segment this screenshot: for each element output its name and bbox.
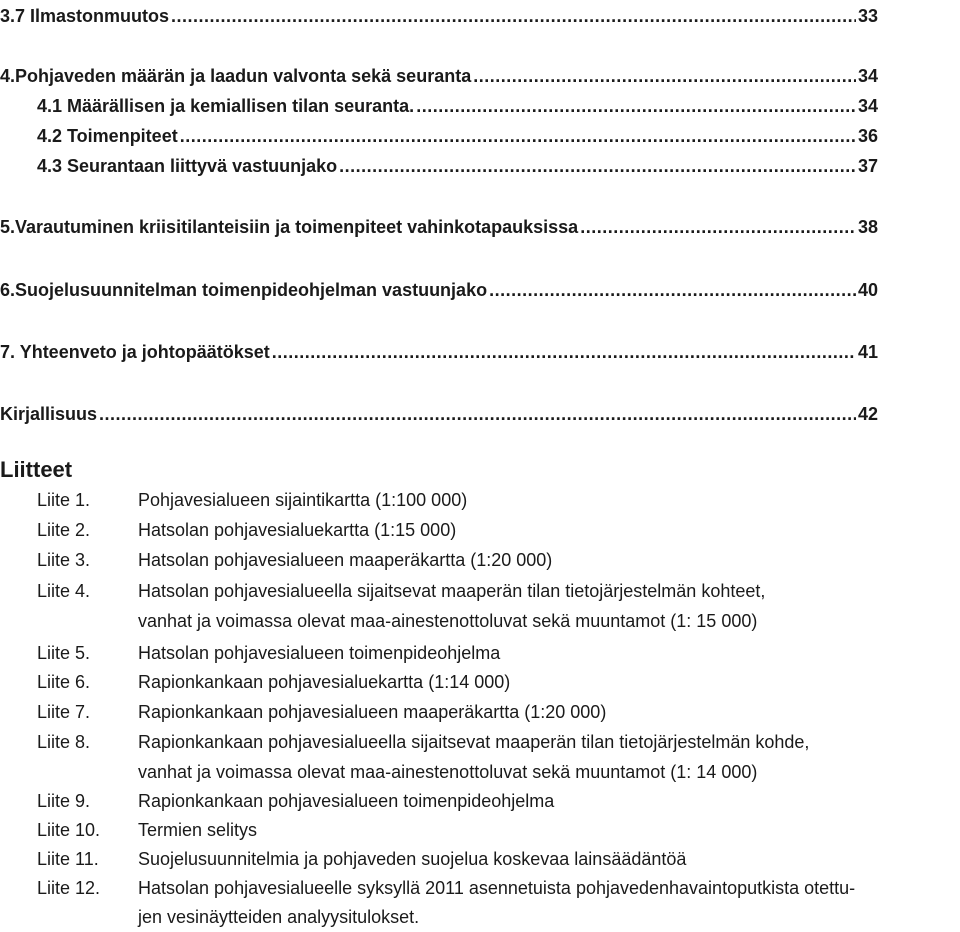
toc-entry-page: 42	[857, 404, 878, 424]
toc-leader-dots	[180, 125, 856, 147]
appendix-title: Hatsolan pohjavesialuekartta (1:15 000)	[138, 520, 457, 540]
toc-entry-page: 34	[857, 96, 878, 116]
appendix-title: Rapionkankaan pohjavesialueen maaperäkartta (1:20 000)	[138, 702, 607, 722]
toc-entry-title: 4.Pohjaveden määrän ja laadun valvonta sekä seuranta	[0, 66, 472, 86]
toc-entry[interactable]	[37, 121, 878, 147]
toc-entry-page: 40	[857, 280, 878, 300]
appendix-title: Hatsolan pohjavesialueen maaperäkartta (1:20 000)	[138, 550, 553, 570]
appendix-title: Rapionkankaan pohjavesialuekartta (1:14 000)	[138, 672, 511, 692]
toc-entry[interactable]	[0, 1, 878, 27]
appendix-number: Liite 10.	[37, 820, 101, 840]
appendix-title: Hatsolan pohjavesialueen toimenpideohjelma	[138, 643, 501, 663]
toc-entry-page: 38	[857, 217, 878, 237]
toc-entry-title: 4.1 Määrällisen ja kemiallisen tilan seuranta.	[37, 96, 415, 116]
toc-entry[interactable]	[0, 337, 878, 363]
toc-entry[interactable]	[0, 212, 878, 238]
toc-entry-title: Kirjallisuus	[0, 404, 98, 424]
appendix-number: Liite 5.	[37, 643, 91, 663]
appendix-title: Rapionkankaan pohjavesialueella sijaitsevat maaperän tilan tietojärjestelmän kohde,	[138, 732, 810, 752]
toc-entry-title: 7. Yhteenveto ja johtopäätökset	[0, 342, 270, 362]
toc-leader-dots	[416, 95, 856, 117]
appendix-number: Liite 4.	[37, 581, 91, 601]
toc-entry[interactable]	[37, 91, 878, 117]
toc-entry-page: 41	[857, 342, 878, 362]
toc-leader-dots	[473, 65, 856, 87]
appendix-title: Hatsolan pohjavesialueelle syksyllä 2011 asennetuista pohjavedenhavaintoputkista otettu-	[138, 878, 856, 898]
toc-entry-title: 5.Varautuminen kriisitilanteisiin ja toimenpiteet vahinkotapauksissa	[0, 217, 579, 237]
toc-leader-dots	[489, 279, 856, 301]
appendix-title: Rapionkankaan pohjavesialueen toimenpideohjelma	[138, 791, 555, 811]
toc-entry-page: 36	[857, 126, 878, 146]
toc-leader-dots	[171, 5, 856, 27]
appendix-title: Pohjavesialueen sijaintikartta (1:100 000)	[138, 490, 468, 510]
toc-entry[interactable]	[0, 61, 878, 87]
toc-leader-dots	[99, 403, 856, 425]
toc-entry-title: 4.2 Toimenpiteet	[37, 126, 178, 146]
toc-entry-page: 34	[857, 66, 878, 86]
appendix-title-continuation: vanhat ja voimassa olevat maa-ainestenottoluvat sekä muuntamot (1: 14 000)	[138, 762, 758, 782]
appendix-title: Termien selitys	[138, 820, 258, 840]
appendix-number: Liite 11.	[37, 849, 99, 869]
appendix-number: Liite 12.	[37, 878, 101, 898]
toc-entry[interactable]	[37, 151, 878, 177]
appendix-number: Liite 9.	[37, 791, 91, 811]
appendix-number: Liite 1.	[37, 490, 91, 510]
toc-leader-dots	[272, 341, 856, 363]
toc-entry[interactable]	[0, 275, 878, 301]
appendix-number: Liite 2.	[37, 520, 91, 540]
appendix-number: Liite 3.	[37, 550, 91, 570]
appendix-title-continuation: vanhat ja voimassa olevat maa-ainestenottoluvat sekä muuntamot (1: 15 000)	[138, 611, 758, 631]
toc-entry-title: 4.3 Seurantaan liittyvä vastuunjako	[37, 156, 338, 176]
appendix-number: Liite 8.	[37, 732, 91, 752]
appendix-number: Liite 6.	[37, 672, 91, 692]
appendix-number: Liite 7.	[37, 702, 91, 722]
appendix-title: Suojelusuunnitelmia ja pohjaveden suojelua koskevaa lainsäädäntöä	[138, 849, 687, 869]
toc-leader-dots	[339, 155, 856, 177]
toc-entry-page: 33	[857, 6, 878, 26]
toc-entry-title: 6.Suojelusuunnitelman toimenpideohjelman vastuunjako	[0, 280, 488, 300]
toc-entry-title: 3.7 Ilmastonmuutos	[0, 6, 170, 26]
appendix-title-continuation: jen vesinäytteiden analyysitulokset.	[138, 907, 420, 927]
toc-leader-dots	[580, 216, 856, 238]
appendices-heading: Liitteet	[0, 457, 73, 482]
toc-entry[interactable]	[0, 399, 878, 425]
toc-entry-page: 37	[857, 156, 878, 176]
appendix-title: Hatsolan pohjavesialueella sijaitsevat maaperän tilan tietojärjestelmän kohteet,	[138, 581, 766, 601]
